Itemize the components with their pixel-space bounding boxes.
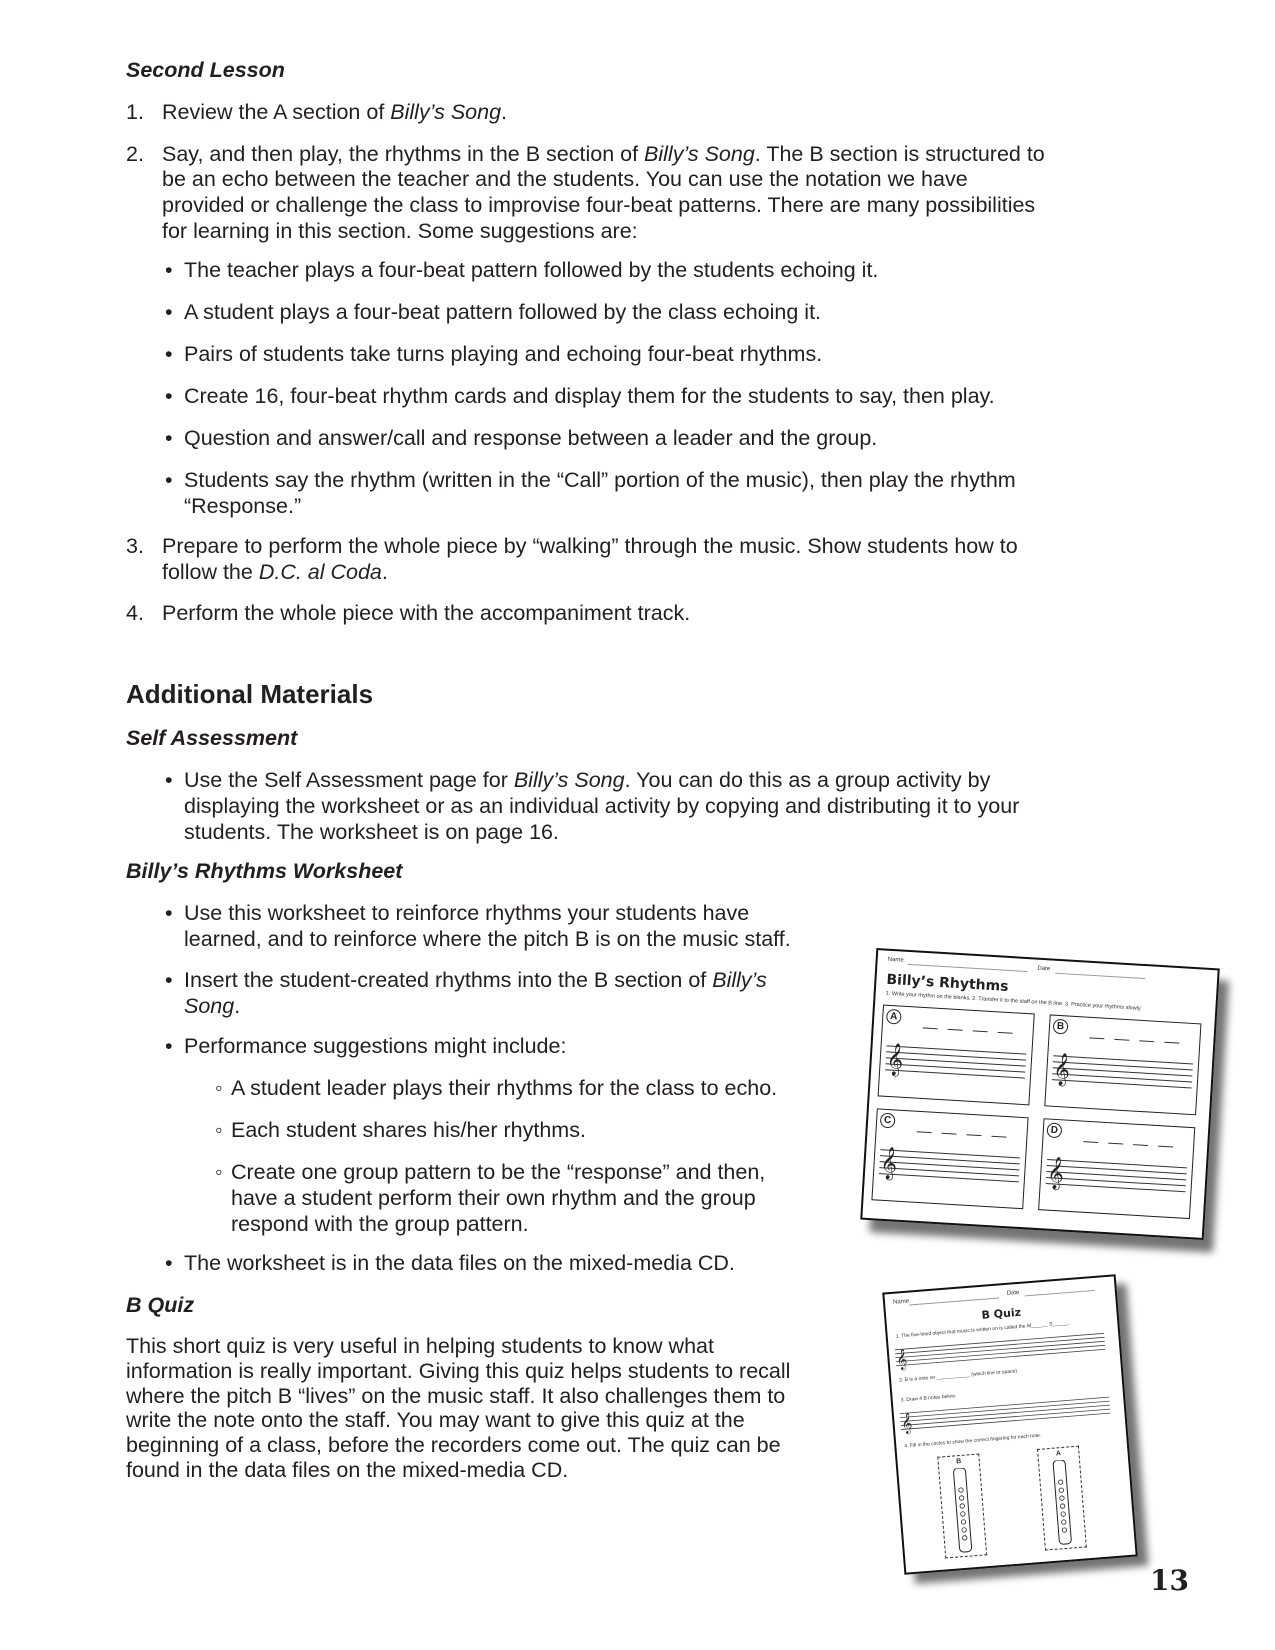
bullet-icon: • [165, 258, 173, 282]
box-label: A [886, 1009, 902, 1025]
quiz-question-2: 2. B is a note on ____________ (which line or space) [898, 1368, 1018, 1384]
box-label: D [1046, 1122, 1062, 1138]
suggestion-item: A student plays a four-beat pattern followed by the class echoing it. [184, 300, 822, 324]
worksheet-instructions: 1. Write your rhythm on the blanks. 2. Transfer it to the staff on the B line. 3. Practice your rhythms slowly. [885, 990, 1142, 1012]
page-number: 13 [1150, 1564, 1189, 1597]
rhythm-box-d [1038, 1118, 1195, 1219]
svg-text:𝄞: 𝄞 [895, 1348, 909, 1371]
name-label: Name [892, 1298, 910, 1306]
bullet-icon: • [165, 384, 173, 408]
bullet-icon: • [165, 768, 173, 792]
svg-text:𝄞: 𝄞 [879, 1145, 899, 1180]
self-assessment-heading: Self Assessment [126, 726, 298, 750]
quiz-title: B Quiz [981, 1305, 1022, 1322]
suggestion-item: Question and answer/call and response between a leader and the group. [184, 426, 878, 450]
name-label: Name [887, 956, 904, 964]
date-label: Date [1037, 965, 1051, 973]
sub-bullet-icon: ◦ [215, 1118, 223, 1142]
rhythms-worksheet-heading: Billy’s Rhythms Worksheet [126, 859, 403, 883]
step-number: 2. [126, 142, 144, 166]
performance-sub-item: A student leader plays their rhythms for the class to echo. [231, 1076, 778, 1100]
performance-sub-item: Create one group pattern to be the “response” and then, have a student perform their own rhythm and the group respond with the group pattern. [231, 1160, 766, 1236]
rhythm-box-a [878, 1005, 1035, 1106]
date-label: Date [1006, 1289, 1020, 1297]
suggestion-item: Students say the rhythm (written in the “Call” portion of the music), then play the rhythm “Response.” [184, 468, 1016, 518]
sub-bullet-icon: ◦ [215, 1160, 223, 1184]
svg-text:𝄞: 𝄞 [885, 1041, 905, 1076]
staff-icon [1045, 1015, 1200, 1114]
rhythm-box-b [1044, 1014, 1201, 1115]
quiz-question-4: 4. Fill in the circles to show the correct fingering for each note. [904, 1432, 1042, 1450]
note-label: B [955, 1457, 962, 1466]
step-1-text: Review the A section of Billy’s Song. [162, 100, 508, 124]
staff-icon [879, 1006, 1034, 1105]
worksheet-bullet-1: Use this worksheet to reinforce rhythms your students have learned, and to reinforce where the pitch B is on the music staff. [184, 901, 791, 951]
svg-text:𝄞: 𝄞 [1052, 1051, 1072, 1086]
b-quiz-paragraph: This short quiz is very useful in helping students to know what information is really important. Giving this quiz helps students to recall where the pitch B “lives” on the music staff. It also challenges them to write the note onto the staff. You may want to give this quiz at the beginning of a class, before the recorders come out. The quiz can be found in the data files on the mixed-media CD. [126, 1334, 791, 1482]
bullet-icon: • [165, 1251, 173, 1275]
bullet-icon: • [165, 342, 173, 366]
recorder-icon [1049, 1459, 1076, 1546]
suggestion-item: Create 16, four-beat rhythm cards and display them for the students to say, then play. [184, 384, 995, 408]
svg-text:𝄞: 𝄞 [1046, 1155, 1065, 1190]
recorder-box-a [1037, 1446, 1087, 1551]
worksheet-bullet-2: Insert the student-created rhythms into the B section of Billy’s Song. [184, 968, 767, 1018]
bullet-icon: • [165, 968, 173, 992]
billys-rhythms-worksheet-thumbnail [860, 948, 1220, 1240]
suggestion-item: The teacher plays a four-beat pattern followed by the students echoing it. [184, 258, 879, 282]
bullet-icon: • [165, 901, 173, 925]
b-quiz-worksheet-thumbnail [882, 1274, 1137, 1574]
note-label: A [1055, 1450, 1062, 1458]
box-label: C [880, 1113, 896, 1129]
bullet-icon: • [165, 468, 173, 492]
quiz-question-3: 3. Draw 4 B notes below. [900, 1393, 957, 1404]
bullet-icon: • [165, 426, 173, 450]
worksheet-title: Billy’s Rhythms [886, 971, 1009, 995]
date-line [1055, 973, 1145, 979]
step-3-text: Prepare to perform the whole piece by “walking” through the music. Show students how to follow the D.C. al Coda. [162, 534, 1018, 584]
additional-materials-heading: Additional Materials [126, 679, 374, 709]
step-number: 1. [126, 100, 144, 124]
svg-text:𝄞: 𝄞 [900, 1412, 914, 1435]
box-label: B [1053, 1019, 1069, 1035]
staff-icon [872, 1109, 1027, 1208]
bullet-icon: • [165, 300, 173, 324]
worksheet-bullet-4: The worksheet is in the data files on the mixed-media CD. [184, 1251, 735, 1275]
suggestion-item: Pairs of students take turns playing and echoing four-beat rhythms. [184, 342, 823, 366]
step-number: 3. [126, 534, 144, 558]
second-lesson-heading: Second Lesson [126, 58, 285, 82]
self-assessment-text: Use the Self Assessment page for Billy’s Song. You can do this as a group activity by displaying the worksheet or as an individual activity by copying and distributing it to your students. The worksheet is on page 16. [184, 768, 1020, 844]
step-number: 4. [126, 601, 144, 625]
bullet-icon: • [165, 1034, 173, 1058]
step-4-text: Perform the whole piece with the accompaniment track. [162, 601, 691, 625]
performance-sub-item: Each student shares his/her rhythms. [231, 1118, 586, 1142]
sub-bullet-icon: ◦ [215, 1076, 223, 1100]
quiz-question-1: 1. The five-lined object that music is written on is called the M______ S______. [895, 1319, 1071, 1340]
rhythm-box-c [871, 1108, 1028, 1209]
recorder-box-b [937, 1454, 987, 1559]
staff-icon [1039, 1119, 1194, 1218]
worksheet-bullet-3: Performance suggestions might include: [184, 1034, 567, 1058]
b-quiz-heading: B Quiz [126, 1293, 195, 1317]
recorder-icon [949, 1467, 976, 1554]
step-2-text: Say, and then play, the rhythms in the B section of Billy’s Song. The B section is structured to be an echo between the teacher and the students. You can use the notation we have provided or challenge the class to improvise four-beat patterns. There are many possibilities for learning in this section. Some suggestions are: [162, 142, 1045, 243]
